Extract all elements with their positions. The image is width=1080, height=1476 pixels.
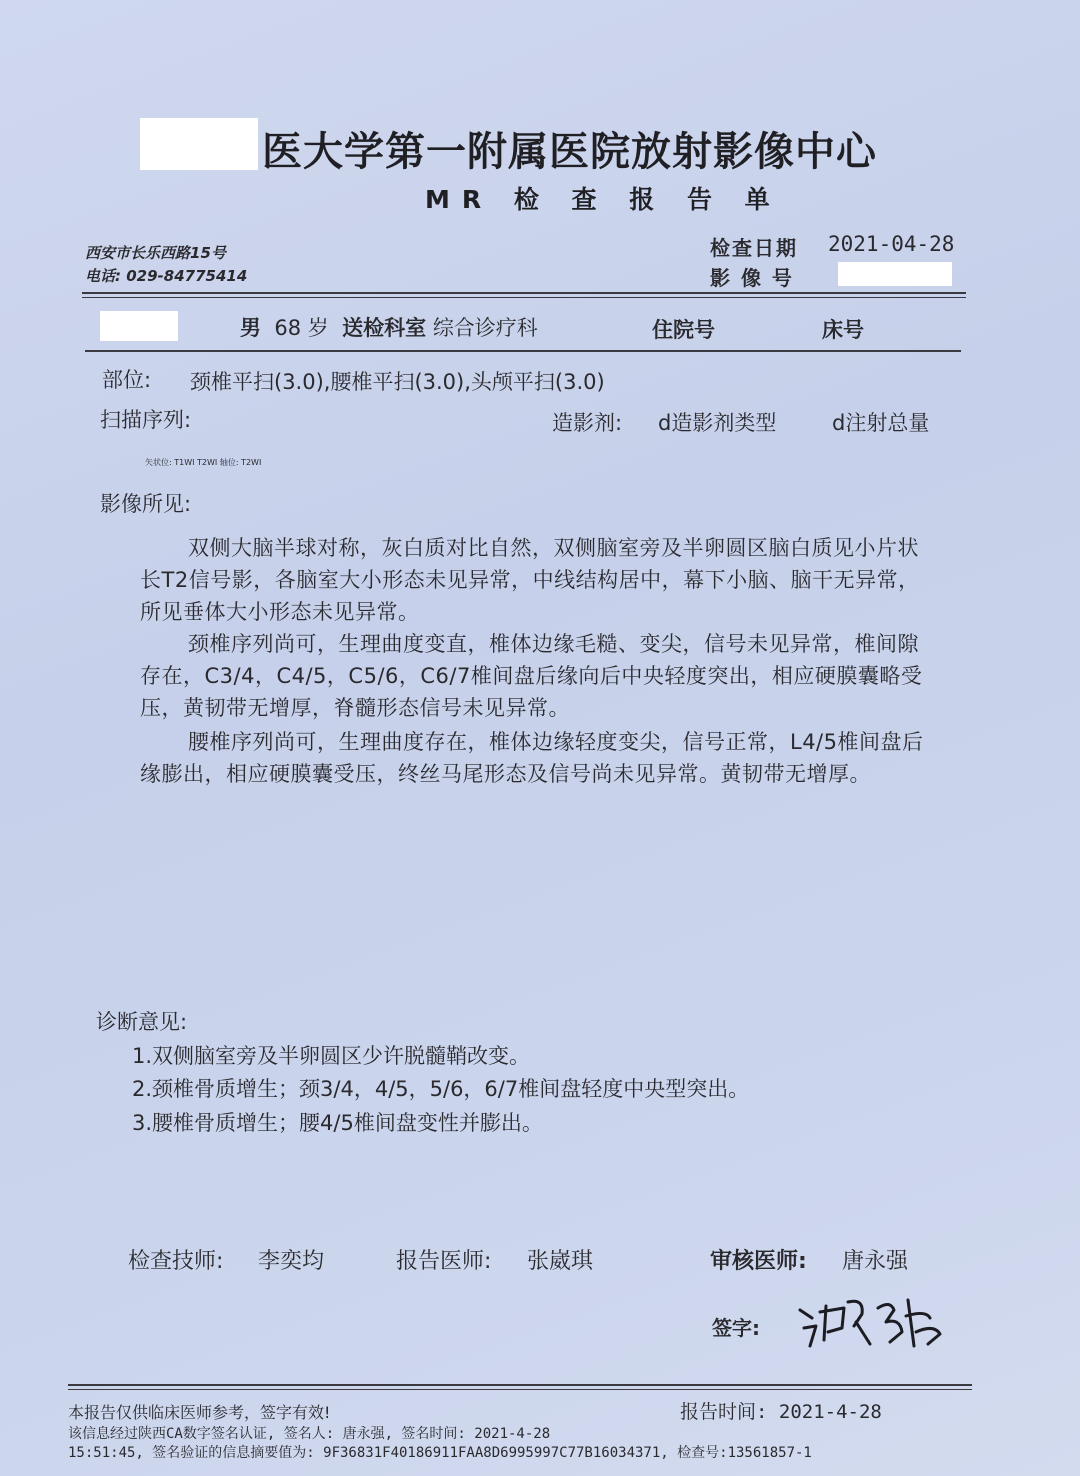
diagnosis-label: 诊断意见:: [96, 1010, 188, 1034]
contrast-label: 造影剂:: [552, 411, 623, 435]
findings-paragraph: 颈椎序列尚可，生理曲度变直，椎体边缘毛糙、变尖，信号未见异常，椎间隙存在，C3/4，C4/5，C5/6，C6/7椎间盘后缘向后中央轻度突出，相应硬膜囊略受压，黄韧带无增厚，脊髓形态信号未见异常。: [140, 632, 923, 720]
exam-date: 2021-04-28: [828, 232, 955, 256]
footer-divider: [68, 1384, 972, 1386]
patient-sex: 男: [240, 316, 261, 340]
header-divider: [82, 292, 966, 294]
inpatient-no-label: 住院号: [652, 318, 715, 342]
ca-signature-line-2: 15:51:45, 签名验证的信息摘要值为: 9F36831F40186911FAA8D6995997C77B16034371, 检查号:13561857-1: [68, 1445, 812, 1461]
patient-row: [240, 312, 538, 342]
redaction-box: [140, 118, 258, 170]
hospital-address: 西安市长乐西路15号: [85, 244, 226, 262]
image-no-label: 影 像 号: [710, 266, 794, 290]
reporter-name: 张崴琪: [527, 1249, 594, 1274]
handwritten-signature: [790, 1288, 960, 1352]
sequence-label: 扫描序列:: [100, 408, 192, 432]
reviewer-label: 审核医师:: [710, 1249, 807, 1274]
patient-age: 68 岁: [274, 316, 329, 340]
header-divider: [82, 297, 966, 298]
site-label: 部位:: [102, 368, 152, 392]
dept-label: 送检科室: [342, 316, 427, 340]
patient-divider: [85, 350, 961, 352]
contrast-type: d造影剂类型: [658, 411, 777, 435]
sequence-detail: 矢状位: T1WI T2WI 轴位: T2WI: [145, 458, 262, 467]
diagnosis-item: 3.腰椎骨质增生；腰4/5椎间盘变性并膨出。: [132, 1111, 543, 1135]
diagnosis-item: 1.双侧脑室旁及半卵圆区少许脱髓鞘改变。: [132, 1044, 531, 1068]
report-title: MR 检 查 报 告 单: [425, 185, 782, 214]
redaction-box: [838, 262, 952, 286]
footer-divider: [68, 1389, 972, 1390]
hospital-title: 医大学第一附属医院放射影像中心: [262, 129, 877, 175]
findings-paragraph: 腰椎序列尚可，生理曲度存在，椎体边缘轻度变尖，信号正常，L4/5椎间盘后缘膨出，相应硬膜囊受压，终丝马尾形态及信号尚未见异常。黄韧带无增厚。: [140, 730, 924, 786]
technician-label: 检查技师:: [128, 1249, 224, 1274]
sign-label: 签字:: [712, 1316, 760, 1340]
contrast-total: d注射总量: [832, 411, 930, 435]
footer-note: 本报告仅供临床医师参考，签字有效!: [68, 1403, 331, 1422]
findings-paragraph: 双侧大脑半球对称，灰白质对比自然，双侧脑室旁及半卵圆区脑白质见小片状长T2信号影，各脑室大小形态未见异常，中线结构居中，幕下小脑、脑干无异常，所见垂体大小形态未见异常。: [140, 536, 920, 624]
ca-signature-line-1: 该信息经过陕西CA数字签名认证, 签名人: 唐永强, 签名时间: 2021-4-28: [68, 1426, 551, 1442]
technician-name: 李奕均: [258, 1249, 325, 1274]
findings-label: 影像所见:: [100, 492, 192, 516]
redaction-box: [100, 311, 178, 341]
hospital-phone: 电话: 029-84775414: [85, 267, 248, 285]
reporter-label: 报告医师:: [396, 1249, 492, 1274]
bed-no-label: 床号: [822, 318, 864, 342]
diagnosis-item: 2.颈椎骨质增生；颈3/4，4/5，5/6，6/7椎间盘轻度中央型突出。: [132, 1077, 750, 1101]
report-time: 报告时间: 2021-4-28: [680, 1401, 882, 1423]
site-value: 颈椎平扫(3.0),腰椎平扫(3.0),头颅平扫(3.0): [190, 370, 605, 394]
dept-value: 综合诊疗科: [432, 316, 538, 340]
reviewer-name: 唐永强: [842, 1249, 909, 1274]
exam-date-label: 检查日期: [710, 236, 798, 260]
